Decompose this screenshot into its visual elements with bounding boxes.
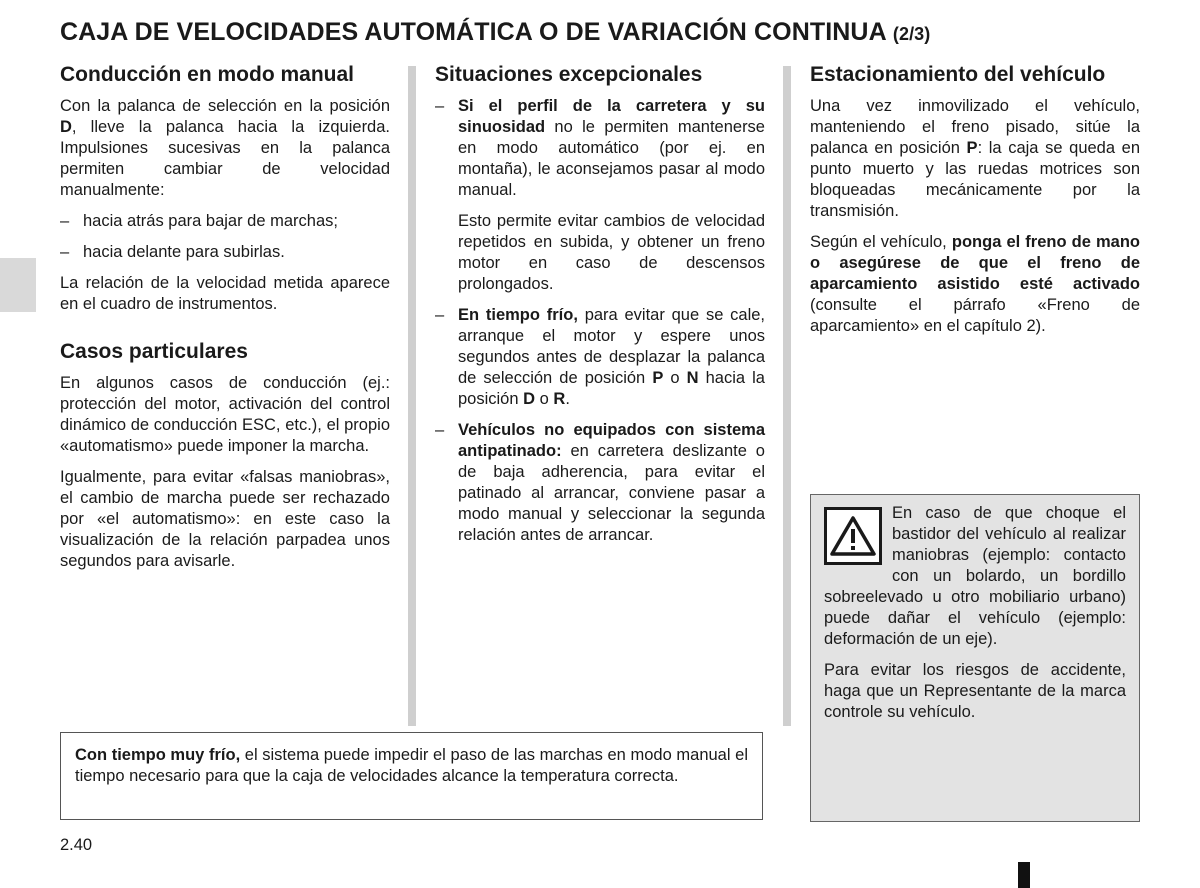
warning-text-2: Para evitar los riesgos de accidente, haga que un Representante de la marca controle su vehículo. — [824, 661, 1126, 721]
heading-parking: Estacionamiento del vehículo — [810, 63, 1106, 86]
page-title-main: CAJA DE VELOCIDADES AUTOMÁTICA O DE VARIACIÓN CONTINUA — [60, 18, 886, 46]
list-item-road-profile: – Si el perfil de la carretera y su sinuosidad no le permiten mantenerse en modo automático (por ej. en montaña), le aconsejamos pasar al modo manual. — [435, 96, 765, 201]
page-title — [60, 18, 1160, 47]
column-divider-1 — [408, 66, 416, 726]
note-text: el sistema puede impedir el paso de las marchas en modo manual el tiempo necesario para que la caja de velocidades alcance la temperatura correcta. — [75, 746, 748, 785]
list-item-upshift: – hacia delante para subirlas. — [60, 242, 390, 263]
warning-text-1: En caso de que choque el bastidor del vehículo al realizar maniobras (ejemplo: contacto con un bolardo, un bordillo sobreelevado u otro mobiliario urbano) puede dañar el vehículo (ejemplo: deformación de un eje). — [824, 504, 1126, 648]
heading-special-cases: Casos particulares — [60, 340, 248, 363]
page-title-part: (2/3) — [892, 24, 931, 44]
paragraph-parking-2: Según el vehículo, ponga el freno de mano o asegúrese de que el freno de aparcamiento asistido esté activado (consulte el párrafo «Freno de aparcamiento» en el capítulo 2). — [810, 233, 1140, 335]
paragraph-special-cases-1: En algunos casos de conducción (ej.: protección del motor, activación del control dinámico de conducción ESC, etc.), el propio «automatismo» puede imponer la marcha. — [60, 374, 390, 455]
list-item-cold-weather: – En tiempo frío, para evitar que se cale, arranque el motor y espere unos segundos antes de desplazar la palanca de selección de posición P o N hacia la posición D o R. — [435, 305, 765, 410]
cold-weather-note — [60, 732, 763, 820]
warning-triangle-icon — [824, 507, 882, 565]
paragraph-engine-brake: Esto permite evitar cambios de velocidad repetidos en subida, y obtener un freno motor en caso de descensos prolongados. — [458, 212, 765, 293]
chapter-tab — [0, 258, 36, 312]
column-parking — [810, 62, 1140, 347]
list-item-downshift: – hacia atrás para bajar de marchas; — [60, 211, 390, 232]
page-number: 2.40 — [60, 836, 93, 854]
list-item-no-traction-control: – Vehículos no equipados con sistema antipatinado: en carretera deslizante o de baja adherencia, para evitar el patinado al arrancar, conviene pasar a modo manual y seleccionar la segunda relación antes de arrancar. — [435, 420, 765, 546]
column-manual-mode — [60, 62, 390, 582]
heading-exceptional-situations: Situaciones excepcionales — [435, 63, 703, 86]
column-divider-2 — [783, 66, 791, 726]
paragraph-parking-1: Una vez inmovilizado el vehículo, manteniendo el freno pisado, sitúe la palanca en posición P: la caja se queda en punto muerto y las ruedas motrices son bloqueadas mecánicamente por la transmisión. — [810, 97, 1140, 220]
paragraph-special-cases-2: Igualmente, para evitar «falsas maniobras», el cambio de marcha puede ser rechazado por «el automatismo»: en este caso la visualización de la relación parpadea unos segundos para avisarle. — [60, 468, 390, 570]
paragraph-manual-mode: Con la palanca de selección en la posición D, lleve la palanca hacia la izquierda. Impulsiones sucesivas en la palanca permiten cambiar de velocidad manualmente: — [60, 97, 390, 199]
page-edge-marker — [1018, 862, 1030, 888]
warning-box — [810, 494, 1140, 822]
note-bold: Con tiempo muy frío, — [75, 746, 241, 764]
heading-manual-mode: Conducción en modo manual — [60, 63, 355, 86]
paragraph-gear-display: La relación de la velocidad metida aparece en el cuadro de instrumentos. — [60, 274, 390, 313]
column-exceptional-situations — [435, 62, 765, 556]
